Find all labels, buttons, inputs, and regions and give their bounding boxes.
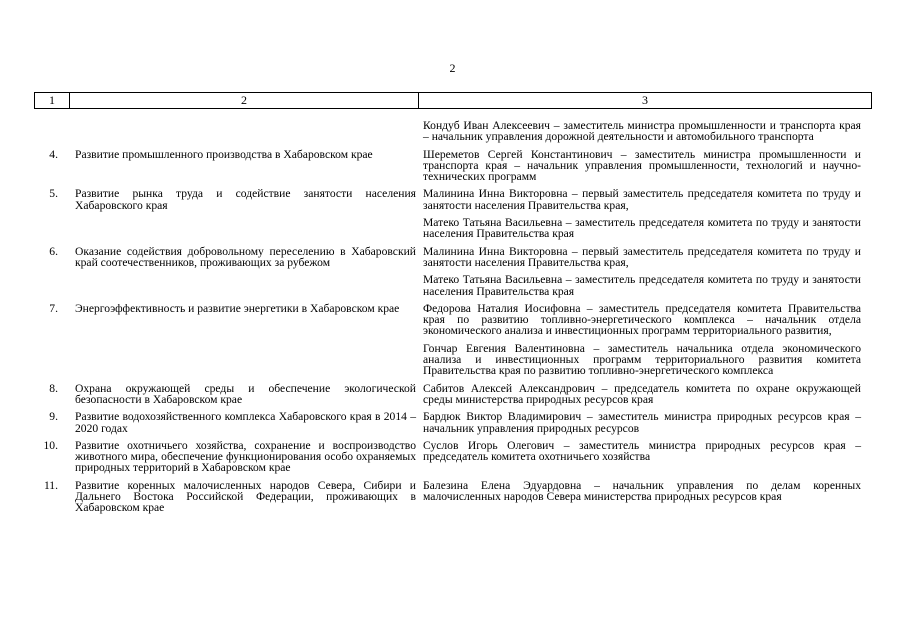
responsible-person: Матеко Татьяна Васильевна – заместитель председателя комитета по труду и занятости населения Правительства края xyxy=(423,273,861,298)
responsible-person: Шереметов Сергей Константинович – заместитель министра промышленности и транспорта края – начальник управления промышленности, технологий и научно-технических программ xyxy=(423,147,861,184)
responsible-person: Балезина Елена Эдуардовна – начальник управления по делам коренных малочисленных народов Севера министерства природных ресурсов края xyxy=(423,478,861,504)
table-row xyxy=(34,480,872,514)
row-number: 7. xyxy=(49,301,58,315)
header-cell-col-1: 1 xyxy=(35,93,70,108)
program-name: Энергоэффективность и развитие энергетики в Хабаровском крае xyxy=(75,301,400,315)
row-number: 5. xyxy=(49,187,58,201)
row-number: 10. xyxy=(43,438,58,452)
responsible-persons xyxy=(423,480,861,514)
responsible-person: Сабитов Алексей Александрович – председатель комитета по охране окружающей среды министерства природных ресурсов края xyxy=(423,381,861,406)
header-cell-col-3: 3 xyxy=(642,93,648,107)
responsible-person: Матеко Татьяна Васильевна – заместитель председателя комитета по труду и занятости населения Правительства края xyxy=(423,216,861,241)
responsible-persons xyxy=(423,411,861,434)
responsible-persons xyxy=(423,246,861,297)
page-number: 2 xyxy=(449,61,456,75)
header-cell-col-2: 2 xyxy=(70,93,419,108)
row-number: 11. xyxy=(43,478,58,492)
responsible-persons xyxy=(423,188,861,239)
program-name: Оказание содействия добровольному переселению в Хабаровский край соотечественников, проживающих за рубежом xyxy=(75,244,416,269)
row-number xyxy=(34,120,58,143)
row-number: 9. xyxy=(49,410,58,424)
program-name: Развитие коренных малочисленных народов Севера, Сибири и Дальнего Востока Российской Федерации, проживающих в Хабаровском крае xyxy=(75,478,416,515)
program-name xyxy=(75,120,416,143)
table-row xyxy=(34,411,872,434)
responsible-person: Федорова Наталия Иосифовна – заместитель председателя комитета Правительства края по развитию топливно-энергетического комплекса – начальник отдела экономического анализа и инвестиционных программ территориального развития, xyxy=(423,301,861,338)
responsible-person: Бардюк Виктор Владимирович – заместитель министра природных ресурсов края – начальник управления природных ресурсов xyxy=(423,410,861,435)
program-name: Развитие водохозяйственного комплекса Хабаровского края в 2014 – 2020 годах xyxy=(75,410,416,435)
table-row xyxy=(34,303,872,377)
responsible-persons xyxy=(423,149,861,183)
table-row xyxy=(34,246,872,297)
row-number: 6. xyxy=(49,244,58,258)
responsible-person: Гончар Евгения Валентиновна – заместитель начальника отдела экономического анализа и инвестиционных программ территориального развития комитета Правительства края по развитию топливно-энергетического комплекса xyxy=(423,341,861,378)
responsible-persons xyxy=(423,383,861,406)
program-name: Развитие охотничьего хозяйства, сохранение и воспроизводство животного мира, обеспечение функционирования особо охраняемых природных территорий в Хабаровском крае xyxy=(75,438,416,475)
responsible-person: Суслов Игорь Олегович – заместитель министра природных ресурсов края – председатель комитета охотничьего хозяйства xyxy=(423,438,861,464)
table-body xyxy=(34,120,872,514)
table-header-row xyxy=(34,92,872,109)
responsible-person: Малинина Инна Викторовна – первый заместитель председателя комитета по труду и занятости населения Правительства края, xyxy=(423,244,861,269)
responsible-persons xyxy=(423,303,861,377)
responsible-person: Кондуб Иван Алексеевич – заместитель министра промышленности и транспорта края – начальник управления дорожной деятельности и автомобильного транспорта xyxy=(423,119,861,144)
responsible-persons xyxy=(423,120,861,143)
responsible-person: Малинина Инна Викторовна – первый заместитель председателя комитета по труду и занятости населения Правительства края, xyxy=(423,187,861,212)
row-number: 8. xyxy=(49,381,58,395)
table-row xyxy=(34,149,872,183)
responsible-persons xyxy=(423,440,861,474)
programs-table xyxy=(34,92,872,520)
row-number: 4. xyxy=(49,147,58,161)
table-row xyxy=(34,383,872,406)
table-row xyxy=(34,120,872,143)
program-name: Развитие рынка труда и содействие занятости населения Хабаровского края xyxy=(75,187,416,212)
program-name: Охрана окружающей среды и обеспечение экологической безопасности в Хабаровском крае xyxy=(75,381,416,406)
table-row xyxy=(34,440,872,474)
table-row xyxy=(34,188,872,239)
program-name: Развитие промышленного производства в Хабаровском крае xyxy=(75,147,373,161)
